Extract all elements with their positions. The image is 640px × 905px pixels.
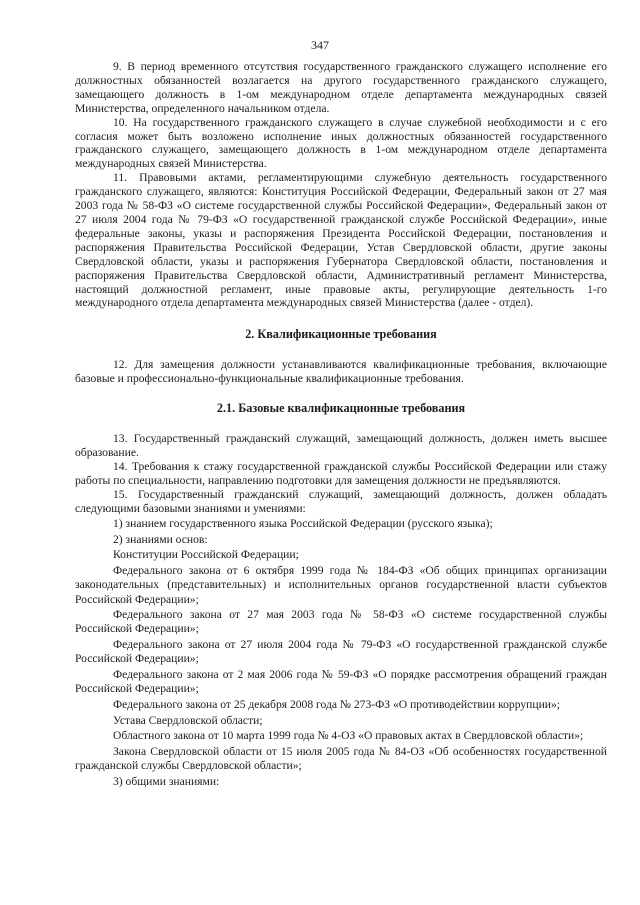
paragraph-9: 9. В период временного отсутствия государственного гражданского служащего исполнение его должностных обязанностей возлагается на другого государственного гражданского служащего, замещающего должность в 1-ом международном отделе департамента международных связей Министерства, определенного начальником отдела. — [75, 60, 607, 115]
section-heading-qualification: 2. Квалификационные требования — [245, 327, 437, 342]
paragraph-14: 14. Требования к стажу государственной гражданской службы Российской Федерации или стажу работы по специальности, направлению подготовки для замещения должности не предъявляются. — [75, 459, 607, 487]
document-body — [75, 60, 607, 789]
list-item: 2) знаниями основ: — [113, 532, 208, 546]
paragraph-10: 10. На государственного гражданского служащего в случае служебной необходимости и с его согласия может быть возложено исполнение иных должностных обязанностей государственного гражданского служащего, замещающего должность в 1-ом международном отделе департамента международных связей Министерства. — [75, 115, 607, 171]
list-item: 1) знанием государственного языка Российской Федерации (русского языка); — [113, 517, 493, 531]
list-item: Закона Свердловской области от 15 июля 2005 года № 84-ОЗ «Об особенностях государственной гражданской службы Свердловской области»; — [75, 745, 607, 773]
section-heading-basic-requirements: 2.1. Базовые квалификационные требования — [216, 401, 466, 416]
page-number: 347 — [311, 38, 329, 52]
list-item: Устава Свердловской области; — [113, 713, 263, 727]
list-item: Федерального закона от 6 октября 1999 года № 184-ФЗ «Об общих принципах организации законодательных (представительных) и исполнительных органов государственной власти субъектов Российской Федерации»; — [75, 564, 607, 606]
list-item: Федерального закона от 27 мая 2003 года № 58-ФЗ «О системе государственной службы Российской Федерации»; — [75, 608, 607, 636]
list-item: Конституции Российской Федерации; — [113, 548, 299, 562]
list-item: 3) общими знаниями: — [113, 775, 220, 789]
paragraph-15: 15. Государственный гражданский служащий, замещающий должность, должен обладать следующими базовыми знаниями и умениями: — [75, 487, 607, 515]
list-item: Федерального закона от 25 декабря 2008 года № 273-ФЗ «О противодействии коррупции»; — [113, 698, 561, 711]
list-item: Федерального закона от 27 июля 2004 года № 79-ФЗ «О государственной гражданской службе Российской Федерации»; — [75, 638, 607, 666]
paragraph-11: 11. Правовыми актами, регламентирующими служебную деятельность государственного гражданского служащего, являются: Конституция Российской Федерации, Федеральный закон от 27 мая 2003 года № 58-ФЗ «О системе государственной службы Российской Федерации», Федеральный закон от 27 июля 2004 года № 79-ФЗ «О государственной гражданской службе Российской Федерации», иные федеральные законы, указы и распоряжения Президента Российской Федерации, постановления и распоряжения Правительства Российской Федерации, Устав Свердловской области, другие законы Свердловской области, указы и распоряжения Губернатора Свердловской области, постановления и распоряжения Правительства Свердловской области, Административный регламент Министерства, настоящий должностной регламент, иные правовые акты, регулирующие деятельность 1-го международного отдела департамента международных связей Министерства (далее - отдел). — [75, 171, 607, 310]
list-item: Федерального закона от 2 мая 2006 года № 59-ФЗ «О порядке рассмотрения обращений граждан Российской Федерации»; — [75, 668, 607, 696]
paragraph-12: 12. Для замещения должности устанавливаются квалификационные требования, включающие базовые и профессионально-функциональные квалификационные требования. — [75, 358, 607, 386]
paragraph-13: 13. Государственный гражданский служащий, замещающий должность, должен иметь высшее образование. — [75, 432, 607, 460]
list-item: Областного закона от 10 марта 1999 года № 4-ОЗ «О правовых актах в Свердловской области»; — [113, 729, 584, 743]
